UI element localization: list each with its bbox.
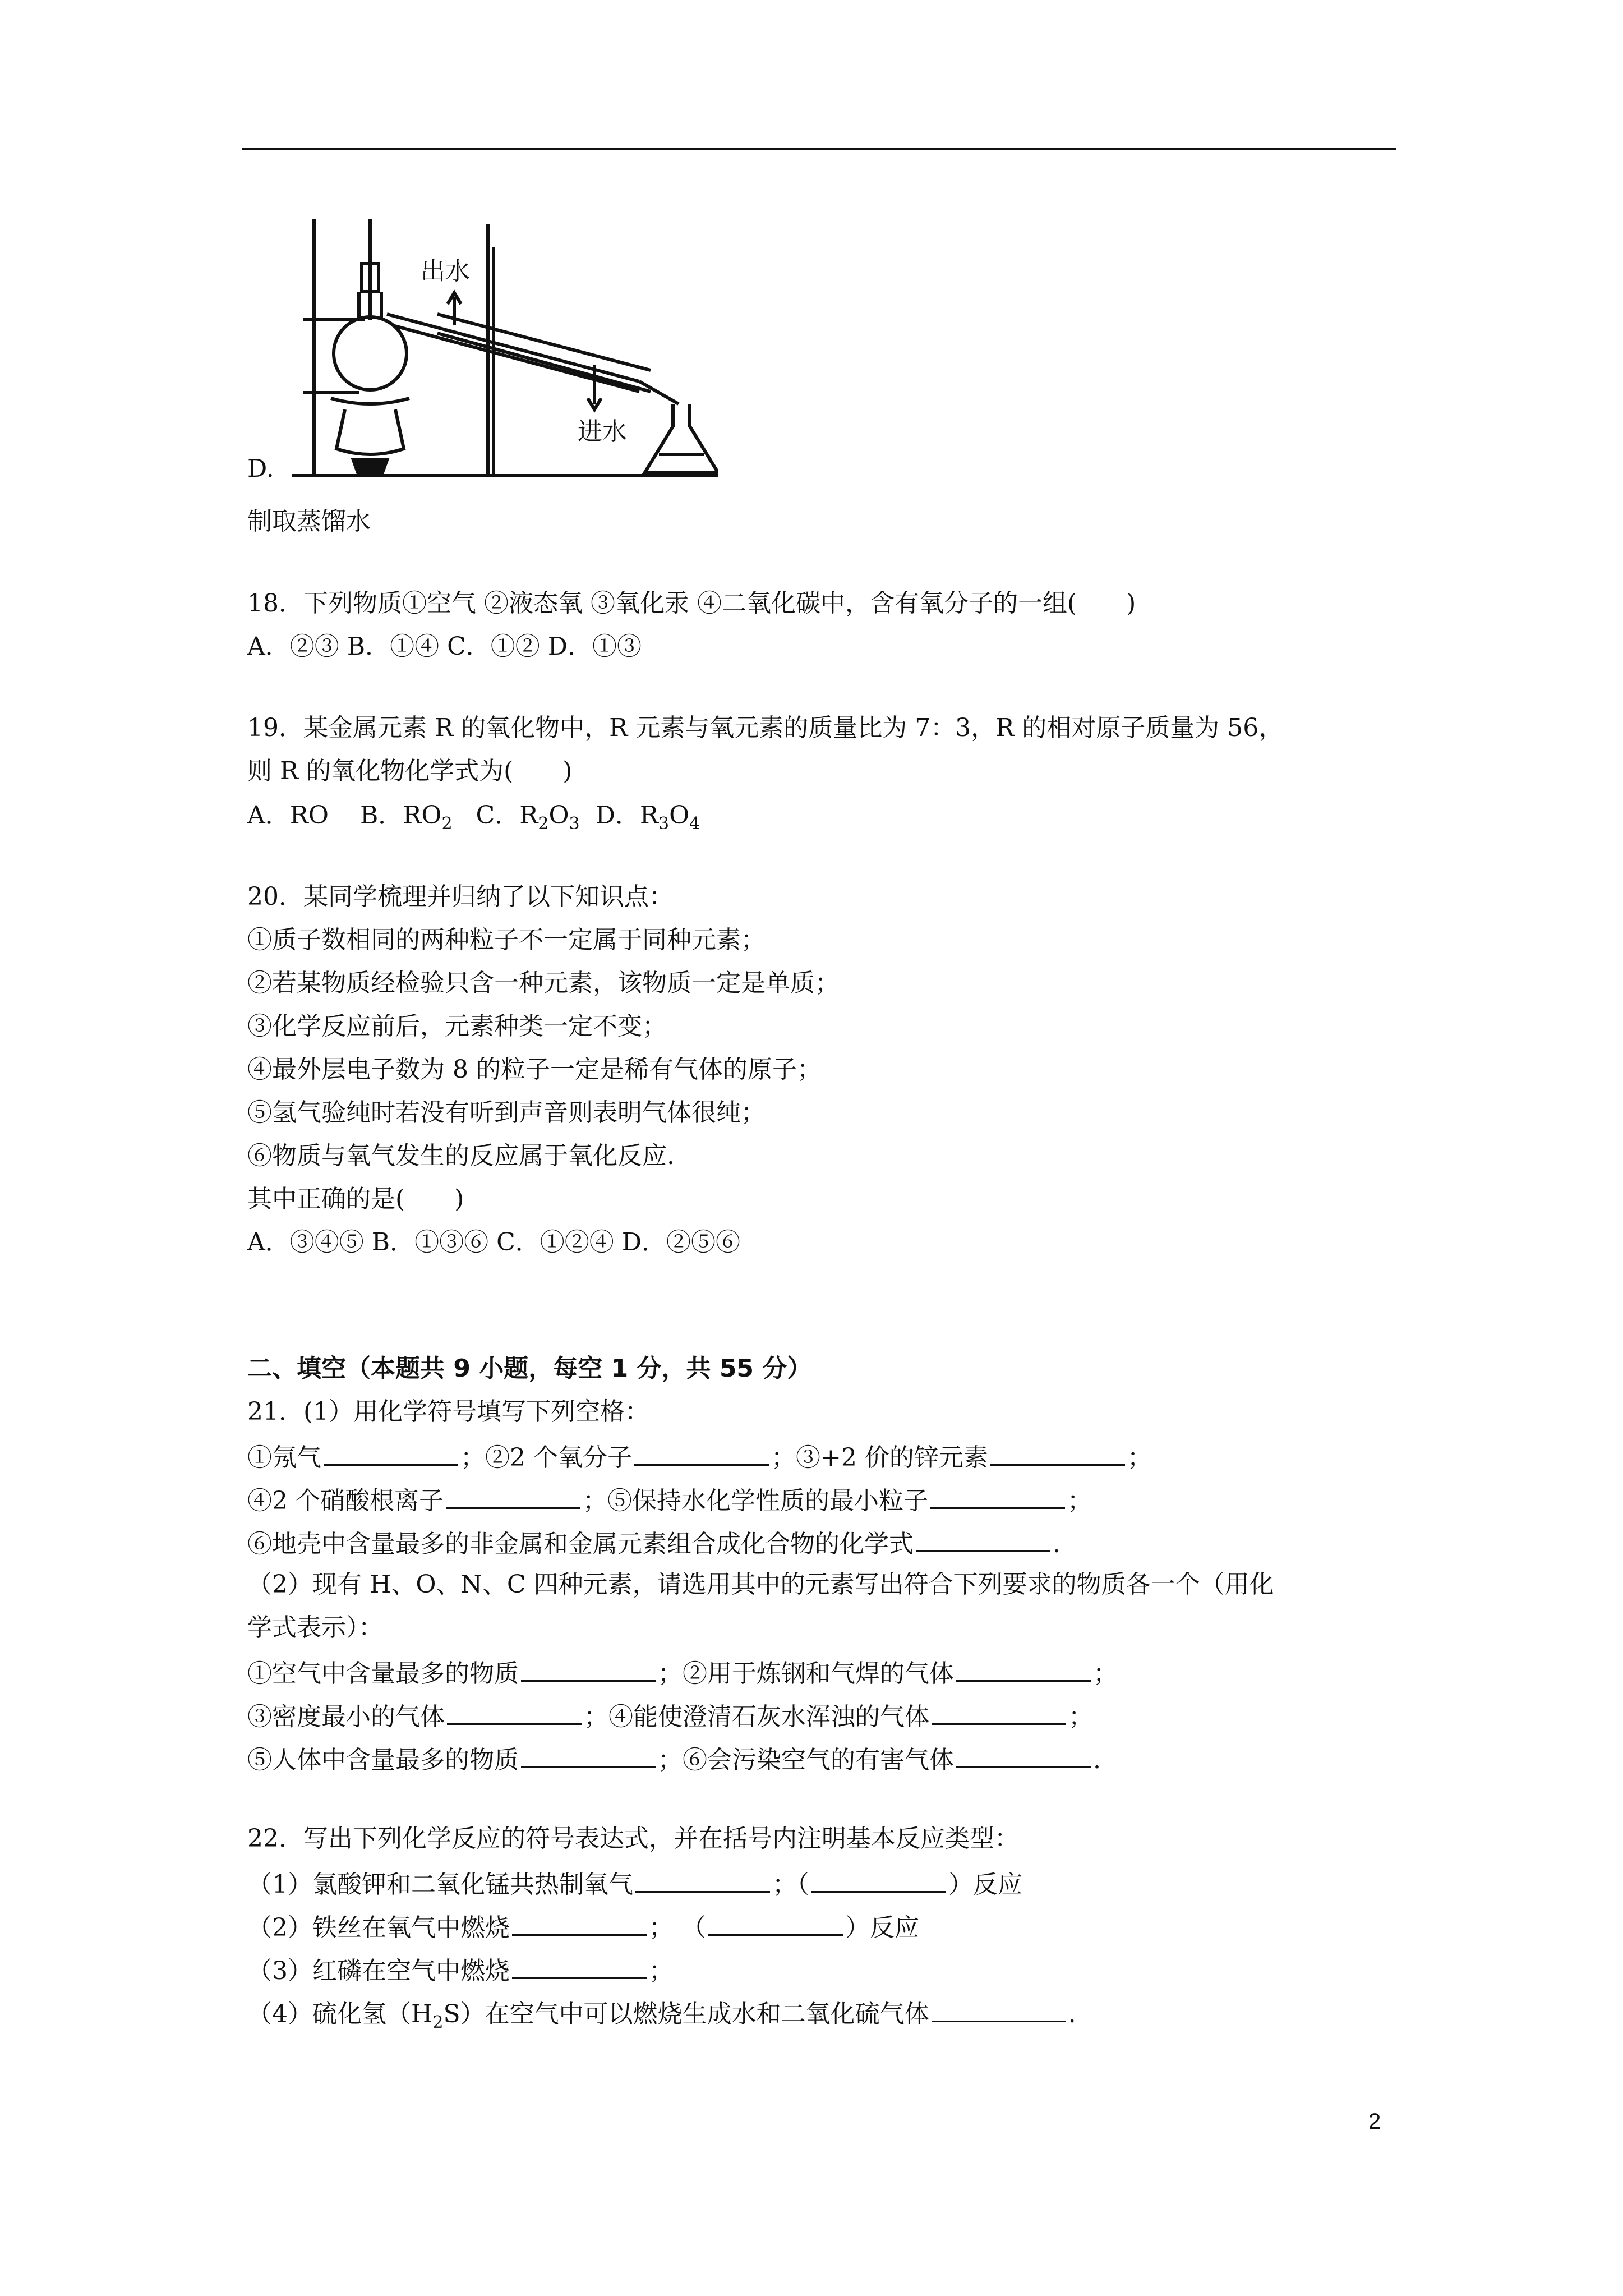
- period: .: [1053, 1530, 1061, 1558]
- separator: ；: [1093, 1659, 1118, 1688]
- period: .: [1068, 2000, 1076, 2028]
- q19-stem-line1: 19．某金属元素 R 的氧化物中，R 元素与氧元素的质量比为 7：3，R 的相对原子质量为 56，: [247, 714, 1284, 742]
- page-number: 2: [1368, 2109, 1381, 2134]
- q22-item-1: （1）氯酸钾和二氧化锰共热制氧气: [247, 1870, 633, 1899]
- separator: ；: [1067, 1487, 1092, 1515]
- q20-point: ②若某物质经检验只含一种元素，该物质一定是单质；: [247, 969, 840, 997]
- q22-item-4-pre: （4）硫化氢（H: [247, 2000, 433, 2028]
- q18-options: A．②③ B．①④ C．①② D．①③: [247, 632, 642, 661]
- distillation-apparatus-figure: [292, 213, 718, 482]
- answer-blank[interactable]: [447, 1697, 582, 1725]
- q21-part2-row1: [247, 1654, 1118, 1691]
- subscript: 2: [432, 2013, 444, 2032]
- q21-item-lightest-gas: ③密度最小的气体: [247, 1703, 445, 1731]
- bracket-open: ； （: [649, 1913, 706, 1942]
- q21-item-neon: ①氖气: [247, 1443, 321, 1472]
- q21-item-nitrate: ④2 个硝酸根离子: [247, 1487, 444, 1515]
- separator: ；: [649, 1957, 674, 1985]
- q21-item-air-most: ①空气中含量最多的物质: [247, 1659, 519, 1688]
- answer-blank[interactable]: [446, 1481, 580, 1509]
- q22-line-2: [247, 1908, 919, 1945]
- q21-part2-line1: （2）现有 H、O、N、C 四种元素，请选用其中的元素写出符合下列要求的物质各一个（用化: [247, 1570, 1274, 1599]
- q22-stem: 22．写出下列化学反应的符号表达式，并在括号内注明基本反应类型：: [247, 1824, 1019, 1853]
- period: .: [1093, 1746, 1101, 1774]
- q17-option-d-caption: 制取蒸馏水: [247, 507, 371, 536]
- q21-item-water-particle: ；⑤保持水化学性质的最小粒子: [582, 1487, 928, 1515]
- q21-line-2: [247, 1481, 1092, 1518]
- q22-line-1: [247, 1865, 1022, 1902]
- q22-item-2: （2）铁丝在氧气中燃烧: [247, 1913, 510, 1942]
- answer-blank[interactable]: [512, 1908, 647, 1936]
- q21-part2-row2: [247, 1697, 1093, 1734]
- q22-item-3: （3）红磷在空气中燃烧: [247, 1957, 510, 1985]
- answer-blank[interactable]: [521, 1654, 656, 1682]
- q19-options: [247, 799, 700, 832]
- separator: ；: [1068, 1703, 1093, 1731]
- q19-option-c: C．$R_2O_3$: [476, 801, 580, 834]
- answer-blank[interactable]: [956, 1741, 1091, 1768]
- q21-item-oxygen-molecules: ；②2 个氧分子: [460, 1443, 632, 1472]
- q21-item-limewater-gas: ；④能使澄清石灰水浑浊的气体: [584, 1703, 929, 1731]
- q20-point: ①质子数相同的两种粒子不一定属于同种元素；: [247, 926, 766, 954]
- reaction-suffix: ）反应: [948, 1870, 1022, 1899]
- q21-item-steel-gas: ；②用于炼钢和气焊的气体: [658, 1659, 954, 1688]
- q19-stem-line2: 则 R 的氧化物化学式为( ): [247, 757, 573, 785]
- q22-line-4: [247, 1995, 1076, 2031]
- answer-blank[interactable]: [990, 1438, 1125, 1466]
- section-2-heading: 二、填空（本题共 9 小题，每空 1 分，共 55 分）: [247, 1354, 812, 1383]
- q21-item-crust-compound: ⑥地壳中含量最多的非金属和金属元素组合成化合物的化学式: [247, 1530, 914, 1558]
- q21-line-1: [247, 1438, 1152, 1475]
- answer-blank[interactable]: [932, 1697, 1066, 1725]
- answer-blank[interactable]: [324, 1438, 458, 1466]
- reaction-type-blank[interactable]: [708, 1908, 843, 1936]
- q21-part2-row3: [247, 1741, 1101, 1777]
- q22-line-3: [247, 1952, 674, 1988]
- q18-stem: 18．下列物质①空气 ②液态氧 ③氧化汞 ④二氧化碳中，含有氧分子的一组( ): [247, 589, 1136, 618]
- q17-option-d-label: D.: [247, 454, 274, 483]
- answer-blank[interactable]: [512, 1952, 647, 1979]
- header-rule: [242, 148, 1396, 150]
- answer-blank[interactable]: [956, 1654, 1091, 1682]
- answer-blank[interactable]: [635, 1865, 770, 1893]
- q20-question: 其中正确的是( ): [247, 1185, 464, 1213]
- q20-point: ④最外层电子数为 8 的粒子一定是稀有气体的原子；: [247, 1055, 822, 1084]
- q21-item-harmful-gas: ；⑥会污染空气的有害气体: [658, 1746, 954, 1774]
- q21-line-3: [247, 1525, 1061, 1561]
- q21-item-zinc: ；③+2 价的锌元素: [771, 1443, 988, 1472]
- q21-part2-line2: 学式表示）：: [247, 1613, 383, 1642]
- q21-intro: 21．(1）用化学符号填写下列空格：: [247, 1397, 650, 1426]
- water-in-label: 进水: [578, 417, 627, 446]
- reaction-suffix: ）反应: [845, 1913, 919, 1942]
- q19-option-a: A．RO: [247, 801, 329, 830]
- reaction-type-blank[interactable]: [811, 1865, 946, 1893]
- q20-options: A．③④⑤ B．①③⑥ C．①②④ D．②⑤⑥: [247, 1228, 741, 1257]
- q20-point: ③化学反应前后，元素种类一定不变；: [247, 1012, 667, 1041]
- answer-blank[interactable]: [634, 1438, 769, 1466]
- answer-blank[interactable]: [930, 1481, 1065, 1509]
- bracket-open: ；（: [772, 1870, 809, 1899]
- water-out-label: 出水: [421, 257, 470, 286]
- answer-blank[interactable]: [521, 1741, 656, 1768]
- q20-point: ⑤氢气验纯时若没有听到声音则表明气体很纯；: [247, 1098, 766, 1127]
- q19-option-d: D．$R_3O_4$: [595, 801, 700, 834]
- separator: ；: [1127, 1443, 1152, 1472]
- q22-item-4-post: S）在空气中可以燃烧生成水和二氧化硫气体: [443, 2000, 929, 2028]
- q20-point: ⑥物质与氧气发生的反应属于氧化反应.: [247, 1142, 675, 1170]
- q20-stem: 20．某同学梳理并归纳了以下知识点：: [247, 882, 674, 911]
- answer-blank[interactable]: [916, 1525, 1050, 1552]
- answer-blank[interactable]: [932, 1995, 1066, 2022]
- q19-option-b: B．$RO_2$: [359, 801, 453, 834]
- q21-item-body-most: ⑤人体中含量最多的物质: [247, 1746, 519, 1774]
